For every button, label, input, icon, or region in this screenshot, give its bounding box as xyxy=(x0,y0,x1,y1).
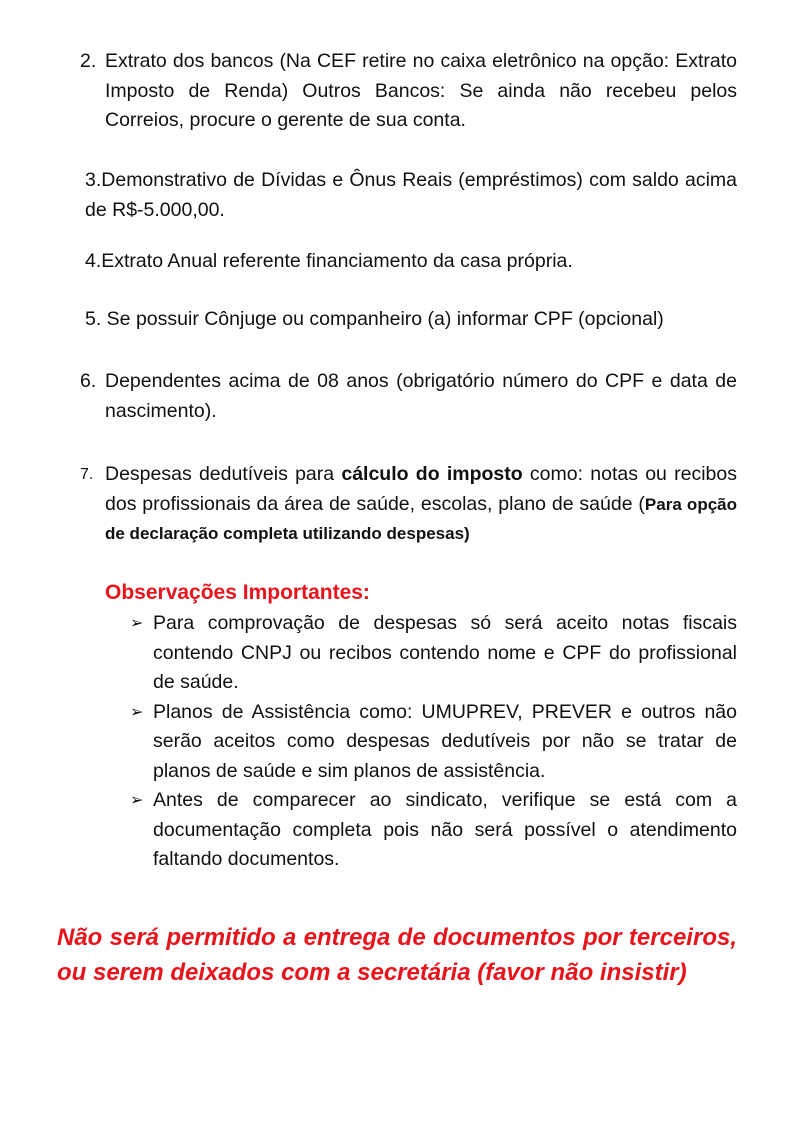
observation-text: Antes de comparecer ao sindicato, verifique se está com a documentação completa pois não será possível o atendimento faltando documentos. xyxy=(153,789,737,870)
observations-title: Observações Importantes: xyxy=(105,581,370,604)
list-item-7 xyxy=(80,460,737,549)
list-item-3 xyxy=(85,166,737,225)
item-number: 6. xyxy=(80,370,97,392)
arrowhead-bullet-icon: ➢ xyxy=(130,615,144,632)
item-number: 7. xyxy=(80,466,94,483)
item-number: 2. xyxy=(80,50,97,72)
item-text: Despesas dedutíveis para cálculo do imposto como: notas ou recibos dos profissionais da área de saúde, escolas, plano de saúde (Para opção de declaração completa utilizando despesas) xyxy=(105,463,737,543)
warning-notice: Não será permitido a entrega de documentos por terceiros, ou serem deixados com a secretária (favor não insistir) xyxy=(57,924,737,986)
list-item-5 xyxy=(85,305,745,335)
arrowhead-bullet-icon: ➢ xyxy=(130,792,144,809)
observation-item xyxy=(130,698,737,787)
observation-text: Para comprovação de despesas só será aceito notas fiscais contendo CNPJ ou recibos contendo nome e CPF do profissional de saúde. xyxy=(153,612,737,693)
list-item-2 xyxy=(80,47,737,136)
list-item-4 xyxy=(85,247,737,277)
observation-item xyxy=(130,786,737,875)
item-text: 5. Se possuir Cônjuge ou companheiro (a) informar CPF (opcional) xyxy=(85,308,664,330)
list-item-6 xyxy=(80,367,737,426)
arrowhead-bullet-icon: ➢ xyxy=(130,703,144,721)
item-text: Dependentes acima de 08 anos (obrigatório número do CPF e data de nascimento). xyxy=(105,370,737,422)
observation-text: Planos de Assistência como: UMUPREV, PREVER e outros não serão aceitos como despesas dedutíveis por não se tratar de planos de saúde e sim planos de assistência. xyxy=(153,700,737,782)
item-text: Extrato dos bancos (Na CEF retire no caixa eletrônico na opção: Extrato Imposto de Renda) Outros Bancos: Se ainda não recebeu pelos Correios, procure o gerente de sua conta. xyxy=(105,50,737,131)
observation-item xyxy=(130,609,737,698)
item-text: 4.Extrato Anual referente financiamento da casa própria. xyxy=(85,250,573,272)
observations-list xyxy=(130,609,737,875)
item-text: 3.Demonstrativo de Dívidas e Ônus Reais (empréstimos) com saldo acima de R$-5.000,00. xyxy=(85,169,737,221)
